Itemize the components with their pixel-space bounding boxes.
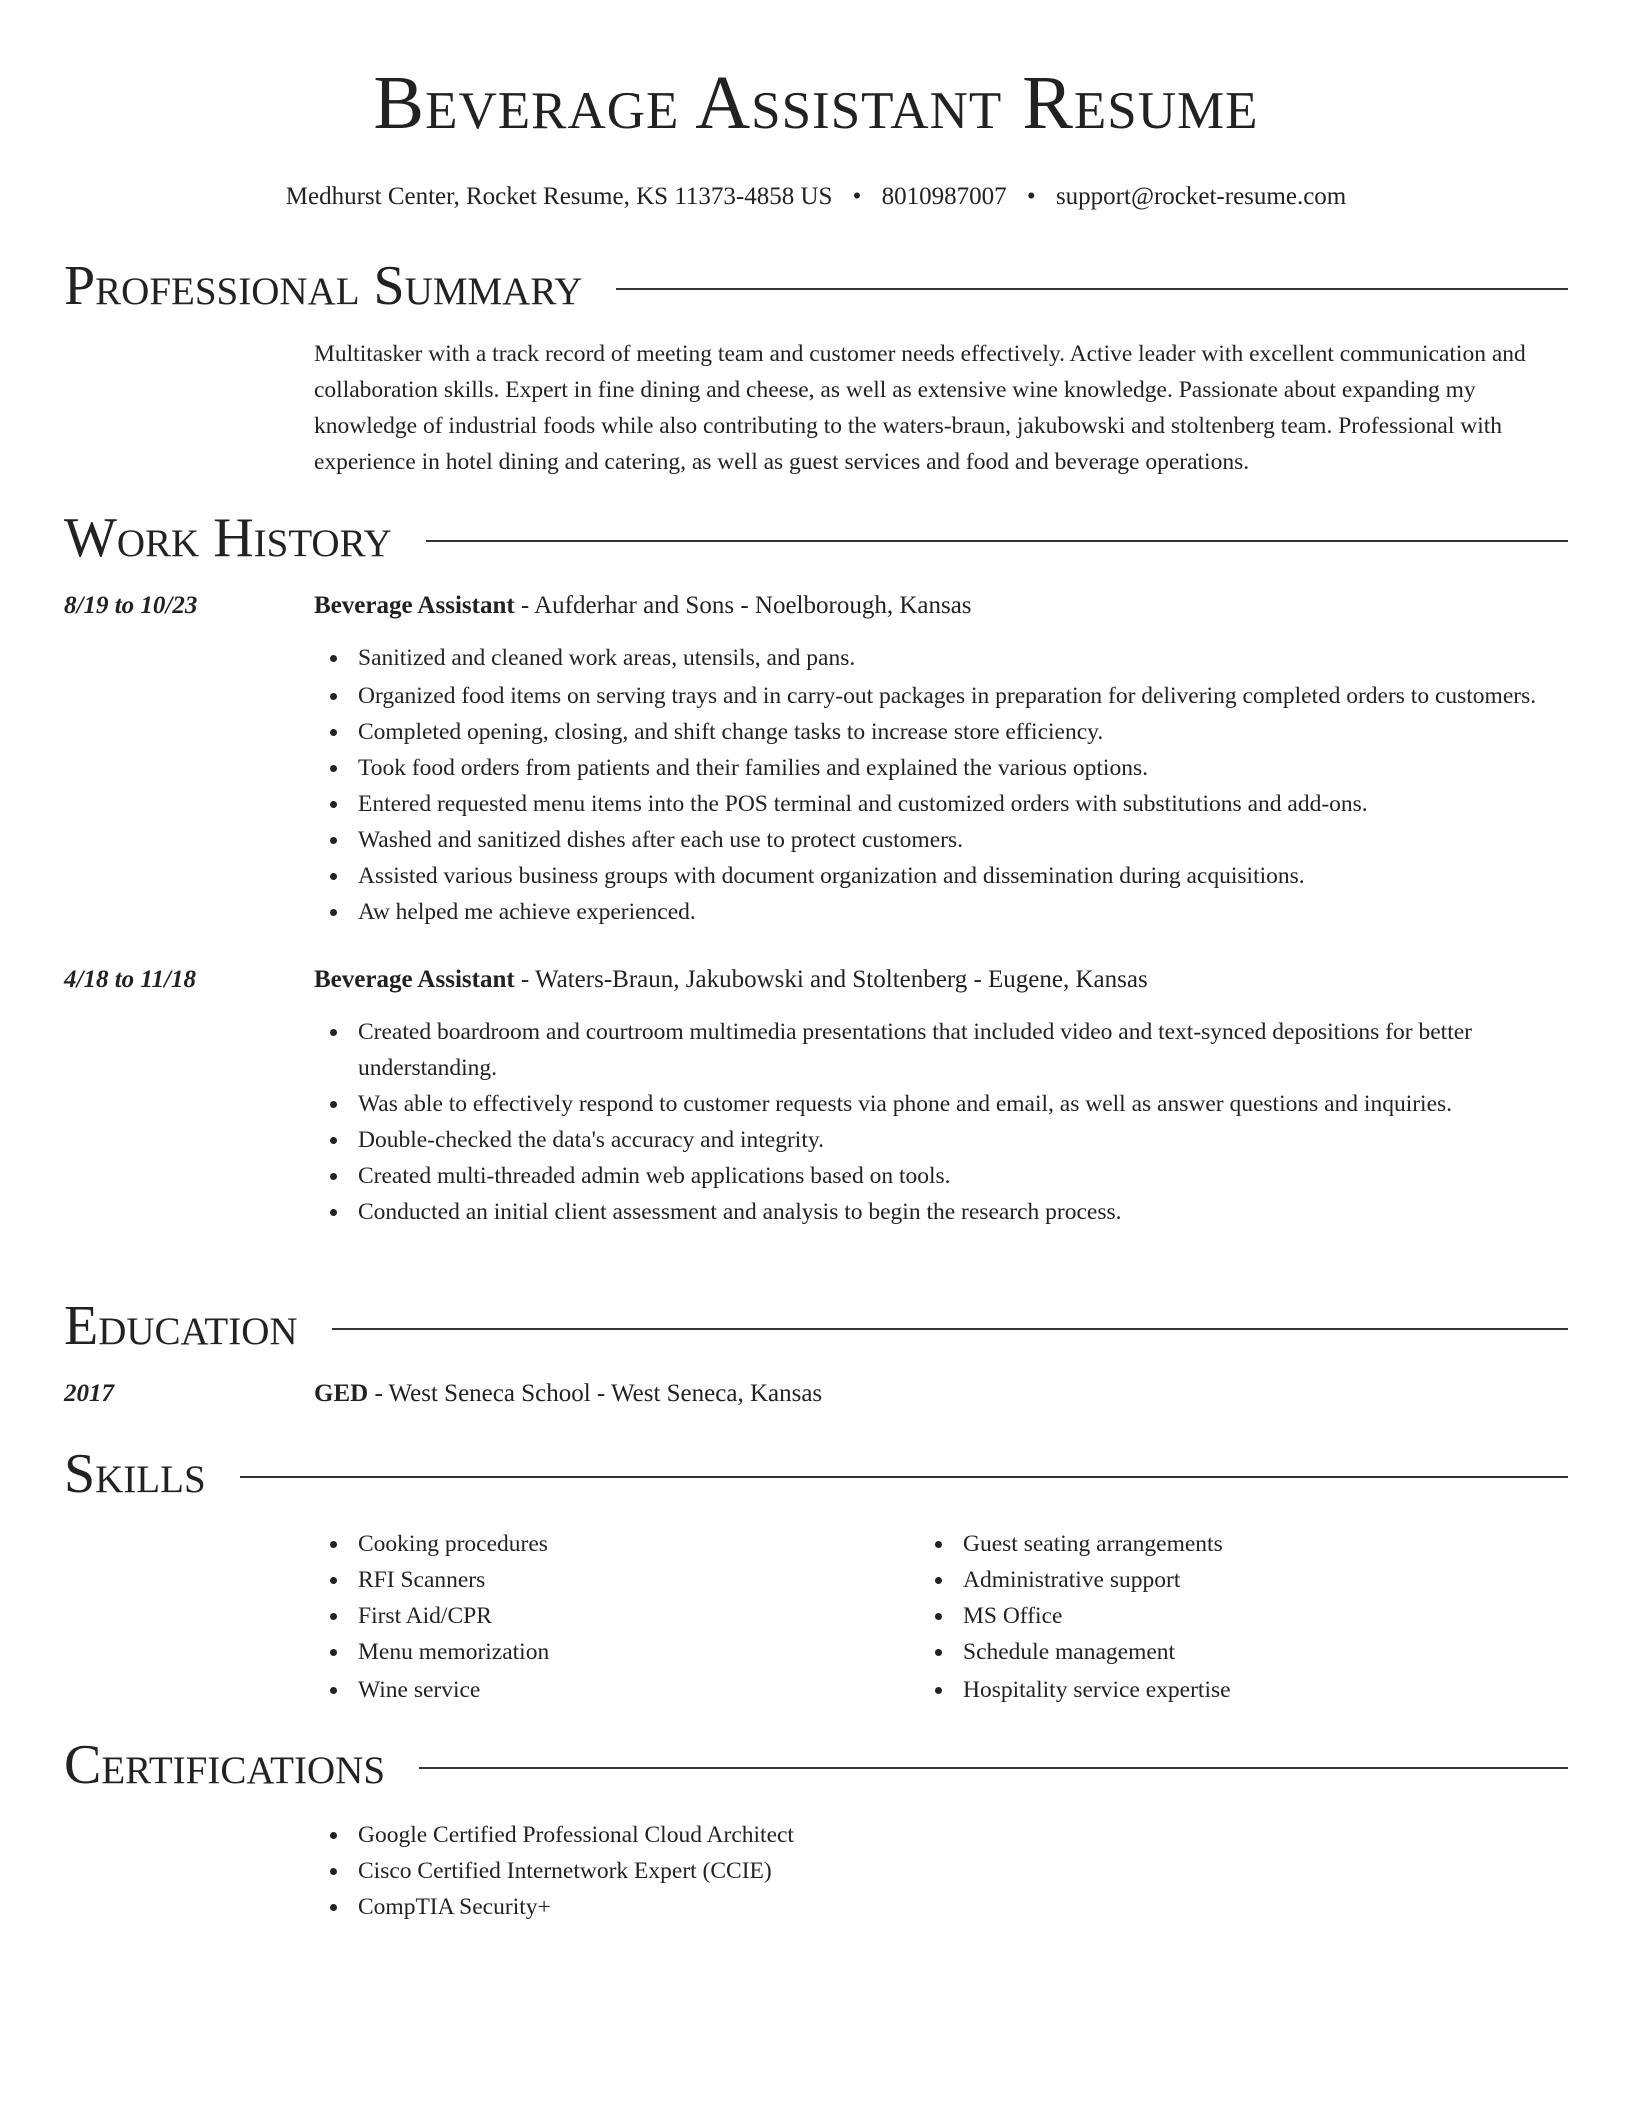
job-title-line <box>314 588 1568 624</box>
list-item: Conducted an initial client assessment and analysis to begin the research process. <box>358 1194 1568 1230</box>
skill-item: MS Office <box>963 1598 1568 1634</box>
section-header <box>64 256 1568 316</box>
skill-item: First Aid/CPR <box>358 1598 963 1634</box>
job-role: Beverage Assistant <box>314 592 515 619</box>
page-title: Beverage Assistant Resume <box>373 61 1259 145</box>
job-entry <box>64 962 1568 1230</box>
address-text: Medhurst Center, Rocket Resume, KS 11373-4858 US <box>285 183 833 210</box>
section-title-summary: Professional Summary <box>64 255 583 317</box>
skill-item: Administrative support <box>963 1562 1568 1598</box>
job-header <box>64 588 1568 624</box>
email-link[interactable]: support@rocket-resume.com <box>1055 183 1347 210</box>
education-year: 2017 <box>64 1380 114 1407</box>
list-item: Aw helped me achieve experienced. <box>358 894 1568 930</box>
section-header <box>64 1735 1568 1795</box>
job-entry <box>64 588 1568 930</box>
education-degree: GED <box>314 1380 369 1407</box>
job-employer: - Aufderhar and Sons - Noelborough, Kansas <box>514 592 972 619</box>
list-item: Created boardroom and courtroom multimedia presentations that included video and text-synced depositions for better understanding. <box>358 1014 1568 1086</box>
certifications-section <box>64 1735 1568 1925</box>
skill-item: Hospitality service expertise <box>963 1672 1568 1708</box>
job-title-line <box>314 962 1568 998</box>
work-history-section <box>64 508 1568 1230</box>
skill-item: Cooking procedures <box>358 1526 963 1562</box>
education-title-line <box>314 1376 1568 1412</box>
contact-line <box>64 182 1568 212</box>
section-title-skills: Skills <box>64 1443 206 1505</box>
skills-section <box>64 1444 1568 1708</box>
section-divider <box>616 288 1568 290</box>
skill-item: Schedule management <box>963 1634 1568 1670</box>
section-header <box>64 1296 1568 1356</box>
section-header <box>64 508 1568 568</box>
job-dates: 4/18 to 11/18 <box>64 966 196 993</box>
education-section <box>64 1296 1568 1412</box>
job-role: Beverage Assistant <box>314 966 515 993</box>
education-school: - West Seneca School - West Seneca, Kansas <box>368 1380 823 1407</box>
phone-text: 8010987007 <box>881 183 1007 210</box>
list-item: Created multi-threaded admin web applications based on tools. <box>358 1158 1568 1194</box>
certification-item: CompTIA Security+ <box>358 1889 1568 1925</box>
certifications-list <box>358 1817 1568 1925</box>
contact-separator: • <box>852 183 862 210</box>
list-item: Organized food items on serving trays and in carry-out packages in preparation for delivering completed orders to customers. <box>358 678 1568 714</box>
job-employer: - Waters-Braun, Jakubowski and Stoltenberg - Eugene, Kansas <box>514 966 1148 993</box>
contact-separator: • <box>1026 183 1036 210</box>
section-title-education: Education <box>64 1295 298 1357</box>
summary-text: Multitasker with a track record of meeting team and customer needs effectively. Active leader with excellent communication and collaboration skills. Expert in fine dining and cheese, as well as extensive wine knowledge. Passionate about expanding my knowledge of industrial foods while also contributing to the waters-braun, jakubowski and stoltenberg team. Professional with experience in hotel dining and catering, as well as guest services and food and beverage operations. <box>314 341 1526 475</box>
section-header <box>64 1444 1568 1504</box>
certification-item: Google Certified Professional Cloud Architect <box>358 1817 1568 1853</box>
job-bullets <box>358 1014 1568 1230</box>
resume-header <box>64 0 1568 212</box>
list-item: Completed opening, closing, and shift change tasks to increase store efficiency. <box>358 714 1568 750</box>
section-divider <box>332 1328 1568 1330</box>
certification-item: Cisco Certified Internetwork Expert (CCIE) <box>358 1853 1568 1889</box>
section-divider <box>426 540 1568 542</box>
job-bullets <box>358 640 1568 930</box>
section-divider <box>240 1476 1568 1478</box>
skills-grid <box>358 1526 1568 1708</box>
list-item: Took food orders from patients and their families and explained the various options. <box>358 750 1568 786</box>
list-item: Was able to effectively respond to customer requests via phone and email, as well as answer questions and inquiries. <box>358 1086 1568 1122</box>
skill-item: Wine service <box>358 1672 963 1708</box>
skill-item: Menu memorization <box>358 1634 963 1670</box>
list-item: Sanitized and cleaned work areas, utensils, and pans. <box>358 640 1568 676</box>
skill-item: RFI Scanners <box>358 1562 963 1598</box>
list-item: Double-checked the data's accuracy and integrity. <box>358 1122 1568 1158</box>
skills-column-right <box>963 1526 1568 1708</box>
section-title-work-history: Work History <box>64 507 392 569</box>
list-item: Entered requested menu items into the POS terminal and customized orders with substitutions and add-ons. <box>358 786 1568 822</box>
list-item: Washed and sanitized dishes after each use to protect customers. <box>358 822 1568 858</box>
list-item: Assisted various business groups with document organization and dissemination during acquisitions. <box>358 858 1568 894</box>
job-dates: 8/19 to 10/23 <box>64 592 198 619</box>
skills-column-left <box>358 1526 963 1708</box>
section-title-certifications: Certifications <box>64 1734 386 1796</box>
summary-section <box>64 256 1568 480</box>
education-entry <box>64 1376 1568 1412</box>
job-header <box>64 962 1568 998</box>
skill-item: Guest seating arrangements <box>963 1526 1568 1562</box>
section-divider <box>419 1767 1568 1769</box>
